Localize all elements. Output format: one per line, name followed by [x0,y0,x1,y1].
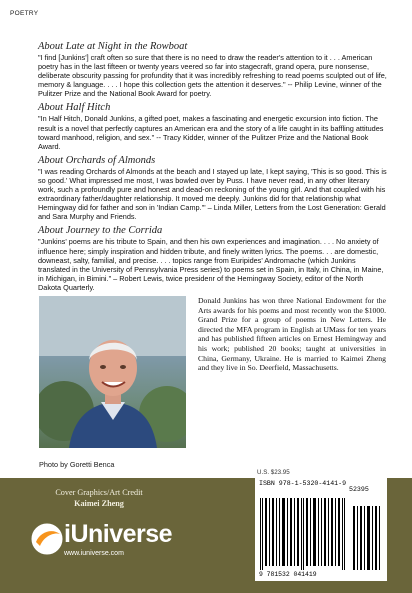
cover-credit-label: Cover Graphics/Art Credit [55,488,143,497]
review-block [38,155,388,222]
cover-credit [44,487,154,509]
photo-credit: Photo by Goretti Benca [39,460,115,469]
review-heading: About Half Hitch [38,102,111,114]
cover-credit-name: Kaimei Zheng [74,499,124,508]
review-block [38,41,388,98]
publisher-logo [30,520,180,558]
review-heading: About Journey to the Corrida [38,225,163,237]
iuniverse-globe-icon [30,522,64,556]
isbn-barcode [255,478,387,581]
publisher-url: www.iuniverse.com [64,550,124,557]
review-heading: About Orchards of Almonds [38,154,156,166]
genre-label: POETRY [10,10,39,17]
isbn-label: ISBN 978-1-5320-4141-9 [259,480,347,487]
review-text: "Junkins' poems are his tribute to Spain, and then his own experiences and imagination. . . . No anxiety of influence here; simply inspiration and hidden tribute, and finely written lyrics. The poems. . . are domestic, downeast, salty, familial, and precise. . . . topics range from Euripides' Andromache (which Junkins translated in the University of Pennsylvania Press series) to poems set in Spain, in Italy, in China, in Maine, in Michigan, in Bimini." – Robert Lewis, twice presidenr of the Hemingway Society, editor of the North Dakota Quarterly. [38,237,384,292]
review-block [38,225,388,292]
review-text: "I find [Junkins'] craft often so sure that there is no need to draw the reader's attention to it . . . American poetry has in the last fifteen or twenty years veered so far into stagecraft, grand opera, pure nonsense, deliberate obscurity passing for profundity that it was incredibly refreshing to read poems sculpted out of life, memory & language. . . . I hope this collection gets the attention it deserves." -- Philip Levine, winner of the Pulitzer Prize and the National Book Award for poetry. [38,53,387,99]
review-block [38,102,388,150]
publisher-name: iUniverse [64,520,173,548]
review-text: "In Half Hitch, Donald Junkins, a gifted poet, makes a fascinating and energetic excursion into fiction. The result is a novel that perfectly captures an American era and the story of a life caught in its baffling attitudes toward manhood, religion, and sex." -- Tracy Kidder, winner of the Pulitzer Prize and the National Book Award. [38,114,384,151]
barcode-bars [258,488,384,570]
author-portrait-illustration [39,296,186,448]
price: U.S. $23.95 [257,469,290,476]
review-heading: About Late at Night in the Rowboat [38,41,188,52]
author-bio: Donald Junkins has won three National Endowment for the Arts awards for his poems and most recently won the $1000. Grand Prize for a group of poems in New Letters. He directed the MFA program in English at UMass for ten years and has published fifteen articles on Ernest Hemingway and his work; published 20 books; taught at universities in China, Germany, Ukraine. He is married to Kaimei Zheng and they live in So. Deerfield, Massachusetts. [198,296,386,373]
reviews-section [38,41,388,296]
isbn-addon: 52395 [349,486,369,493]
author-photo [39,296,186,448]
isbn-digits: 9 781532 041419 [259,571,317,578]
review-text: "I was reading Orchards of Almonds at the beach and I stayed up late, I kept saying, 'This is so good. This is so good.' What impressed me most, I was bowled over by Puss. I have never read, in any other literary work, such a profoundly pure and honest and dead-on reckoning of the young girl. And that coupled with his extraordinary father/daughter relationship. It moved me deeply. Junkins did for that relationship what Hemingway did for father and son in 'Indian Camp.'" – Linda Miller, Letters from the Lost Generation: Gerald and Sara Murphy and Friends. [38,166,387,222]
